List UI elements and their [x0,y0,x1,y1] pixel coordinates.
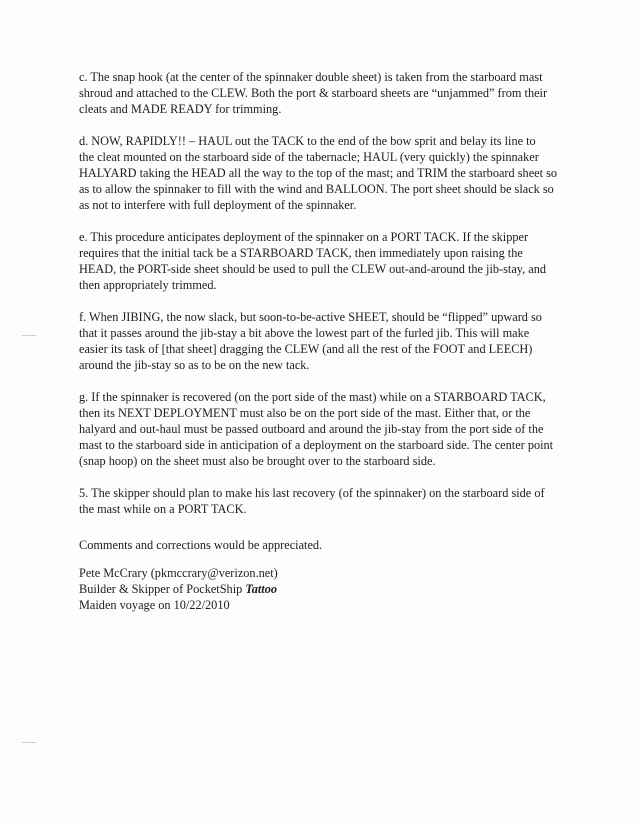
text-line: around the jib-stay so as to be on the new tack. [79,358,310,372]
author-line: Pete McCrary (pkmccrary@verizon.net) [79,566,278,580]
paragraph-d [79,133,579,213]
signature-block [79,565,579,613]
comments-line [79,537,579,553]
text-line: e. This procedure anticipates deployment of the spinnaker on a PORT TACK. If the skipper [79,230,529,244]
document-body [79,69,579,613]
text-line: HEAD, the PORT-side sheet should be used to pull the CLEW out-and-around the jib-stay, and [79,262,547,276]
text-line: the mast while on a PORT TACK. [79,502,247,516]
text-line: then its NEXT DEPLOYMENT must also be on the port side of the mast. Either that, or the [79,406,531,420]
text-line: shroud and attached to the CLEW. Both the port & starboard sheets are “unjammed” from their [79,86,548,100]
text-line: as not to interfere with full deployment of the spinnaker. [79,198,357,212]
builder-prefix: Builder & Skipper of PocketShip [79,582,246,596]
maiden-voyage-line: Maiden voyage on 10/22/2010 [79,598,230,612]
text-line: easier its task of [that sheet] dragging the CLEW (and all the rest of the FOOT and LEECH) [79,342,533,356]
paragraph-f [79,309,579,373]
text-line: c. The snap hook (at the center of the spinnaker double sheet) is taken from the starboard mast [79,70,543,84]
text-line: Comments and corrections would be appreciated. [79,538,323,552]
text-line: g. If the spinnaker is recovered (on the port side of the mast) while on a STARBOARD TACK, [79,390,546,404]
paragraph-e [79,229,579,293]
text-line: then appropriately trimmed. [79,278,217,292]
text-line: the cleat mounted on the starboard side of the tabernacle; HAUL (very quickly) the spinnaker [79,150,539,164]
boat-name: Tattoo [245,582,278,596]
text-line: mast to the starboard side in anticipation of a deployment on the starboard side. The center point [79,438,554,452]
scan-artifact-mark [22,335,36,336]
text-line: halyard and out-haul must be passed outboard and around the jib-stay from the port side of the [79,422,544,436]
builder-line [79,581,579,597]
paragraph-c [79,69,579,117]
text-line: that it passes around the jib-stay a bit above the lowest part of the furled jib. This will make [79,326,530,340]
text-line: HALYARD taking the HEAD all the way to the top of the mast; and TRIM the starboard sheet so [79,166,558,180]
text-line: f. When JIBING, the now slack, but soon-to-be-active SHEET, should be “flipped” upward so [79,310,542,324]
text-line: 5. The skipper should plan to make his last recovery (of the spinnaker) on the starboard side of [79,486,545,500]
text-line: d. NOW, RAPIDLY!! – HAUL out the TACK to the end of the bow sprit and belay its line to [79,134,536,148]
paragraph-g [79,389,579,469]
scan-artifact-mark [22,742,36,743]
paragraph-5 [79,485,579,517]
text-line: as to allow the spinnaker to fill with the wind and BALLOON. The port sheet should be slack so [79,182,554,196]
text-line: requires that the initial tack be a STARBOARD TACK, then immediately upon raising the [79,246,523,260]
text-line: (snap hoop) on the sheet must also be brought over to the starboard side. [79,454,436,468]
text-line: cleats and MADE READY for trimming. [79,102,282,116]
